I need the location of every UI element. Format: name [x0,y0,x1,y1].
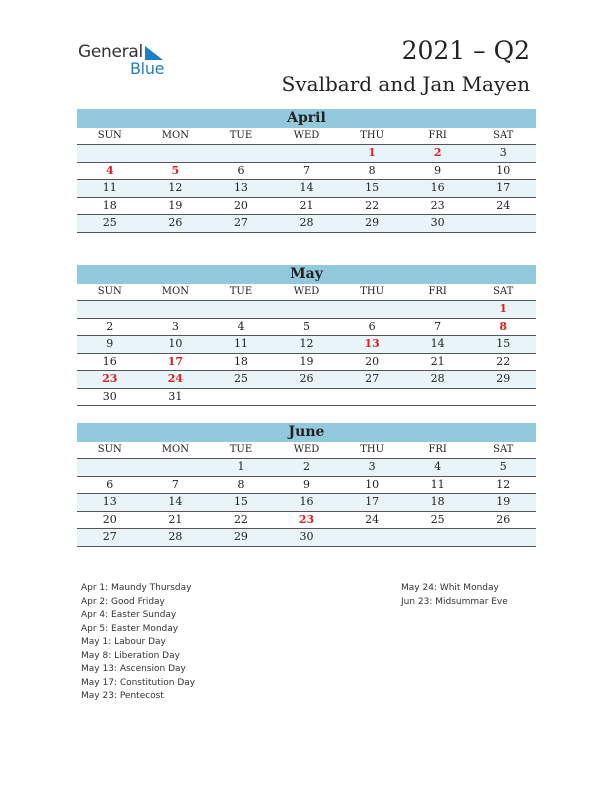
day-cell: 6 [237,163,245,177]
month-june [77,423,536,547]
week-row [77,215,536,233]
day-cell: 1 [237,460,245,473]
weekday-header-row [77,284,536,301]
holiday-day-cell: 17 [167,354,184,368]
holiday-entry: May 1: Labour Day [81,637,166,647]
day-cell: 22 [496,354,511,368]
day-cell: 5 [303,319,311,333]
weekday-label: SAT [493,130,514,141]
day-cell: 9 [434,163,442,177]
month-may [77,265,536,406]
logo-blue-text: Blue [130,59,165,78]
week-row [77,301,536,319]
day-cell: 18 [233,354,248,368]
day-cell: 3 [499,146,507,159]
day-cell [274,145,340,162]
day-cell: 11 [102,181,117,194]
week-row [77,494,536,512]
holiday-entry: Apr 1: Maundy Thursday [81,583,192,593]
weekday-label: FRI [428,130,447,141]
weekday-label: FRI [428,444,447,455]
day-cell: 15 [233,495,248,508]
month-april [77,109,536,233]
page-subtitle: Svalbard and Jan Mayen [281,72,530,96]
day-cell: 12 [496,477,511,491]
day-cell: 26 [496,512,511,526]
day-cell: 22 [365,198,380,212]
weekday-label: SUN [97,130,122,141]
weekday-label: SUN [97,286,122,297]
day-cell [143,459,209,476]
day-cell: 13 [102,495,117,508]
day-cell: 21 [168,512,183,526]
week-row [77,389,536,407]
day-cell: 15 [365,181,380,194]
weekday-label: SAT [493,444,514,455]
logo [78,42,188,82]
day-cell: 16 [102,354,117,368]
weekday-header-row [77,442,536,459]
day-cell: 11 [233,337,248,350]
day-cell: 22 [233,512,248,526]
holiday-day-cell: 23 [102,372,118,385]
holiday-day-cell: 23 [298,512,315,526]
day-cell: 7 [303,163,311,177]
logo-flag-icon [145,46,163,60]
day-cell: 21 [299,198,314,212]
weekday-label: FRI [428,286,447,297]
day-cell: 20 [233,198,248,212]
day-cell: 7 [434,319,442,333]
weekday-header-row [77,128,536,145]
day-cell [405,301,471,318]
holiday-day-cell: 2 [433,146,442,159]
day-cell: 14 [168,495,183,508]
day-cell: 5 [499,460,507,473]
day-cell: 24 [365,512,380,526]
day-cell [470,215,536,232]
day-cell: 12 [168,181,183,194]
holiday-entry: May 23: Pentecost [81,691,164,701]
holiday-entry: May 24: Whit Monday [401,583,499,593]
holiday-entry: May 8: Liberation Day [81,650,180,661]
day-cell: 8 [368,163,376,177]
week-row [77,319,536,337]
day-cell: 6 [368,319,376,333]
holiday-day-cell: 4 [105,163,114,177]
day-cell: 27 [102,530,117,543]
day-cell: 17 [365,495,380,508]
day-cell: 20 [102,512,117,526]
day-cell: 4 [434,460,442,473]
day-cell: 12 [299,337,314,350]
day-cell: 27 [233,216,248,229]
day-cell [208,145,274,162]
page-title: 2021 – Q2 [401,36,530,65]
day-cell [274,389,340,406]
holiday-entry: Apr 5: Easter Monday [81,623,179,634]
day-cell: 30 [430,216,445,229]
weekday-label: TUE [229,444,253,455]
day-cell: 2 [303,460,311,473]
weekday-label: TUE [229,130,253,141]
week-row [77,180,536,198]
day-cell: 29 [496,372,511,385]
day-cell [405,529,471,546]
week-row [77,529,536,547]
day-cell: 14 [430,337,445,350]
day-cell [143,145,209,162]
day-cell [339,301,405,318]
logo-general-text: General [78,42,143,62]
weekday-label: WED [293,286,320,297]
weekday-label: WED [293,444,320,455]
day-cell [208,389,274,406]
day-cell: 14 [299,181,314,194]
day-cell: 7 [171,477,179,491]
weekday-label: MON [161,130,189,141]
day-cell: 19 [299,354,314,368]
weekday-label: THU [360,130,385,141]
holiday-day-cell: 24 [167,372,184,385]
day-cell: 19 [168,198,183,212]
day-cell [77,145,143,162]
month-name: June [77,423,536,442]
day-cell: 21 [430,354,445,368]
day-cell: 25 [233,372,248,385]
weekday-label: TUE [229,286,253,297]
day-cell: 15 [496,337,511,350]
day-cell: 26 [168,216,183,229]
month-name: April [77,109,536,128]
day-cell [339,529,405,546]
day-cell: 29 [233,530,248,543]
day-cell: 25 [430,512,445,526]
day-cell: 3 [171,319,179,333]
week-row [77,336,536,354]
day-cell: 10 [496,163,511,177]
holiday-day-cell: 1 [368,146,376,159]
day-cell: 28 [168,530,183,543]
day-cell: 11 [430,477,445,491]
day-cell: 8 [237,477,245,491]
weekday-label: MON [161,286,189,297]
day-cell [77,301,143,318]
week-row [77,354,536,372]
day-cell: 9 [106,337,114,350]
day-cell: 2 [106,319,114,333]
day-cell: 10 [365,477,380,491]
day-cell: 27 [365,372,380,385]
day-cell: 18 [102,198,117,212]
day-cell: 16 [299,495,314,508]
holiday-entry: May 13: Ascension Day [81,664,186,674]
day-cell: 29 [365,216,380,229]
day-cell: 23 [430,198,445,212]
day-cell: 3 [368,460,376,473]
holiday-day-cell: 5 [171,163,180,177]
day-cell: 25 [102,216,117,229]
day-cell: 20 [365,354,380,368]
day-cell [208,301,274,318]
day-cell: 16 [430,181,445,194]
day-cell [339,389,405,406]
day-cell: 30 [102,389,117,403]
day-cell: 19 [496,495,511,508]
week-row [77,371,536,389]
day-cell: 18 [430,495,445,508]
day-cell [470,389,536,406]
weekday-label: MON [161,444,189,455]
week-row [77,198,536,216]
weekday-label: WED [293,130,320,141]
day-cell [143,301,209,318]
day-cell: 28 [299,216,314,229]
day-cell: 17 [496,181,511,194]
day-cell: 13 [233,181,248,194]
holiday-entry: Jun 23: Midsummar Eve [401,596,508,607]
holiday-entry: May 17: Constitution Day [81,677,196,688]
week-row [77,477,536,495]
day-cell: 24 [496,198,511,212]
holiday-list-left [81,582,195,704]
day-cell [77,459,143,476]
week-row [77,163,536,181]
day-cell: 28 [430,372,445,385]
weekday-label: THU [360,444,385,455]
weekday-label: SAT [493,286,514,297]
holiday-entry: Apr 4: Easter Sunday [81,610,177,620]
holiday-list-right [401,582,508,609]
day-cell [470,529,536,546]
day-cell: 6 [106,477,114,491]
day-cell: 31 [168,389,183,403]
day-cell: 30 [299,530,314,543]
holiday-entry: Apr 2: Good Friday [81,596,165,607]
week-row [77,459,536,477]
day-cell: 26 [299,372,314,385]
week-row [77,512,536,530]
month-name: May [77,265,536,284]
day-cell: 10 [168,337,183,350]
weekday-label: THU [360,286,385,297]
holiday-day-cell: 8 [499,319,508,333]
day-cell [405,389,471,406]
day-cell [274,301,340,318]
holiday-day-cell: 13 [364,337,380,350]
holiday-day-cell: 1 [499,302,508,315]
week-row [77,145,536,163]
weekday-label: SUN [97,444,122,455]
day-cell: 4 [237,319,245,333]
day-cell: 9 [303,477,311,491]
